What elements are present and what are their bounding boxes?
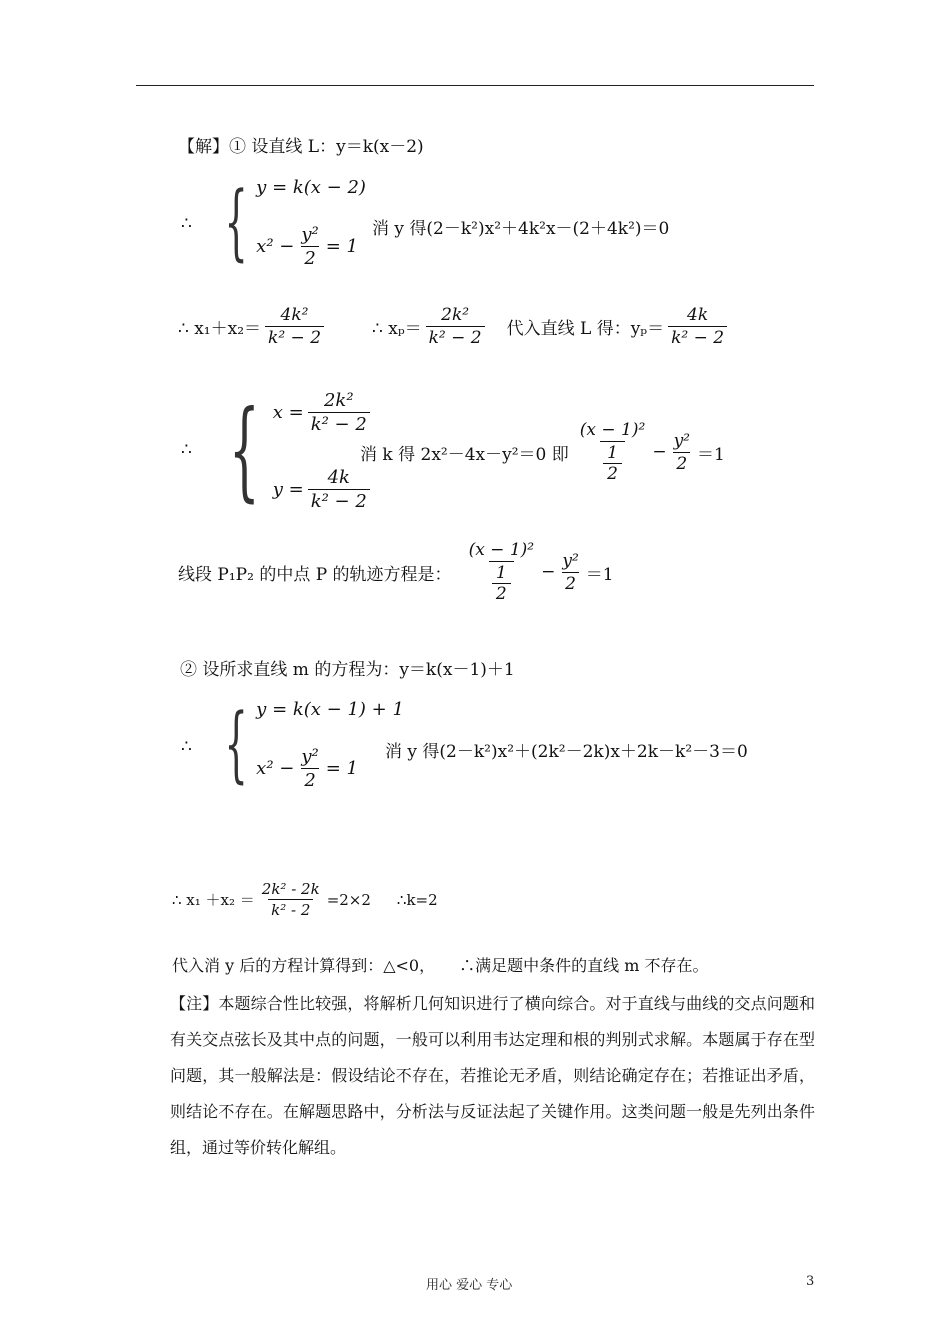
note-paragraph: 【注】本题综合性比较强，将解析几何知识进行了横向综合。对于直线与曲线的交点问题和有关交点弦长及其中点的问题，一般可以利用韦达定理和根的判别式求解。本题属于存在型问题，其一般解法是：假设结论不存在，若推论无矛盾，则结论确定存在；若推证出矛盾，则结论不存在。在解题思路中，分析法与反证法起了关键作用。这类问题一般是先列出条件组，通过等价转化解组。 [170, 994, 815, 1157]
vieta-line: ∴ x₁＋x₂＝ $\frac{\text{4k²}}{\text{k² − 2}}$ ∴ xₚ＝ $\frac{\text{2k²}}{\text{k² − 2}}$ 代入直线 L 得：yₚ＝ $\frac{4k}{\text{k² − 2}}$ [178, 305, 731, 348]
sys1-elimination: 消 y 得(2－k²)x²＋4k²x－(2＋4k²)＝0 [372, 219, 670, 239]
locus-line: 线段 P₁P₂ 的中点 P 的轨迹方程是： (x − 1)² 1 2 − $\frac{\text{y²}}{2}$ ＝1 [178, 540, 614, 604]
sys1-row2: x² − $\frac{\text{y²}}{2}$ = 1 [256, 223, 358, 269]
left-brace: { [224, 174, 248, 270]
sys2-row1: x = $\frac{\text{2k²}}{\text{k² − 2}}$ [273, 390, 374, 435]
left-brace: { [224, 696, 248, 792]
system-1 [210, 175, 366, 270]
system-3 [210, 697, 404, 792]
therefore-symbol-2: ∴ [181, 440, 192, 460]
sys3-row1: y = k(x − 1) + 1 [256, 698, 404, 720]
header-rule [136, 85, 814, 86]
sys3-elimination: 消 y 得(2－k²)x²＋(2k²－2k)x＋2k－k²－3＝0 [385, 742, 748, 762]
sum-line: ∴ x₁ ＋x₂ ＝ $\frac{\text{2k² - 2k}}{\text{k² - 2}}$ =2×2 ∴k=2 [172, 880, 438, 919]
page-number: 3 [806, 1274, 815, 1289]
therefore-symbol-3: ∴ [181, 737, 192, 757]
therefore-symbol: ∴ [181, 214, 192, 234]
solution-heading: 【解】① 设直线 L：y＝k(x－2) [178, 137, 424, 157]
sys2-row2: y = $\frac{4k}{\text{k² − 2}}$ [273, 467, 374, 512]
system-2 [210, 388, 374, 513]
left-brace: { [228, 387, 260, 513]
part2-heading: ② 设所求直线 m 的方程为：y＝k(x－1)＋1 [180, 660, 515, 680]
sys2-elimination: 消 k 得 2x²－4x－y²＝0 即 (x − 1)² 1 2 − $\frac{\text{y²}}{2}$ ＝1 [360, 420, 725, 484]
sys1-row1: y = k(x − 2) [256, 176, 366, 198]
footer-motto: 用心 爱心 专心 [426, 1278, 513, 1293]
conclusion: 代入消 y 后的方程计算得到：△<0， ∴满足题中条件的直线 m 不存在。 [172, 956, 709, 975]
sys3-row2: x² − $\frac{\text{y²}}{2}$ = 1 [256, 745, 358, 791]
